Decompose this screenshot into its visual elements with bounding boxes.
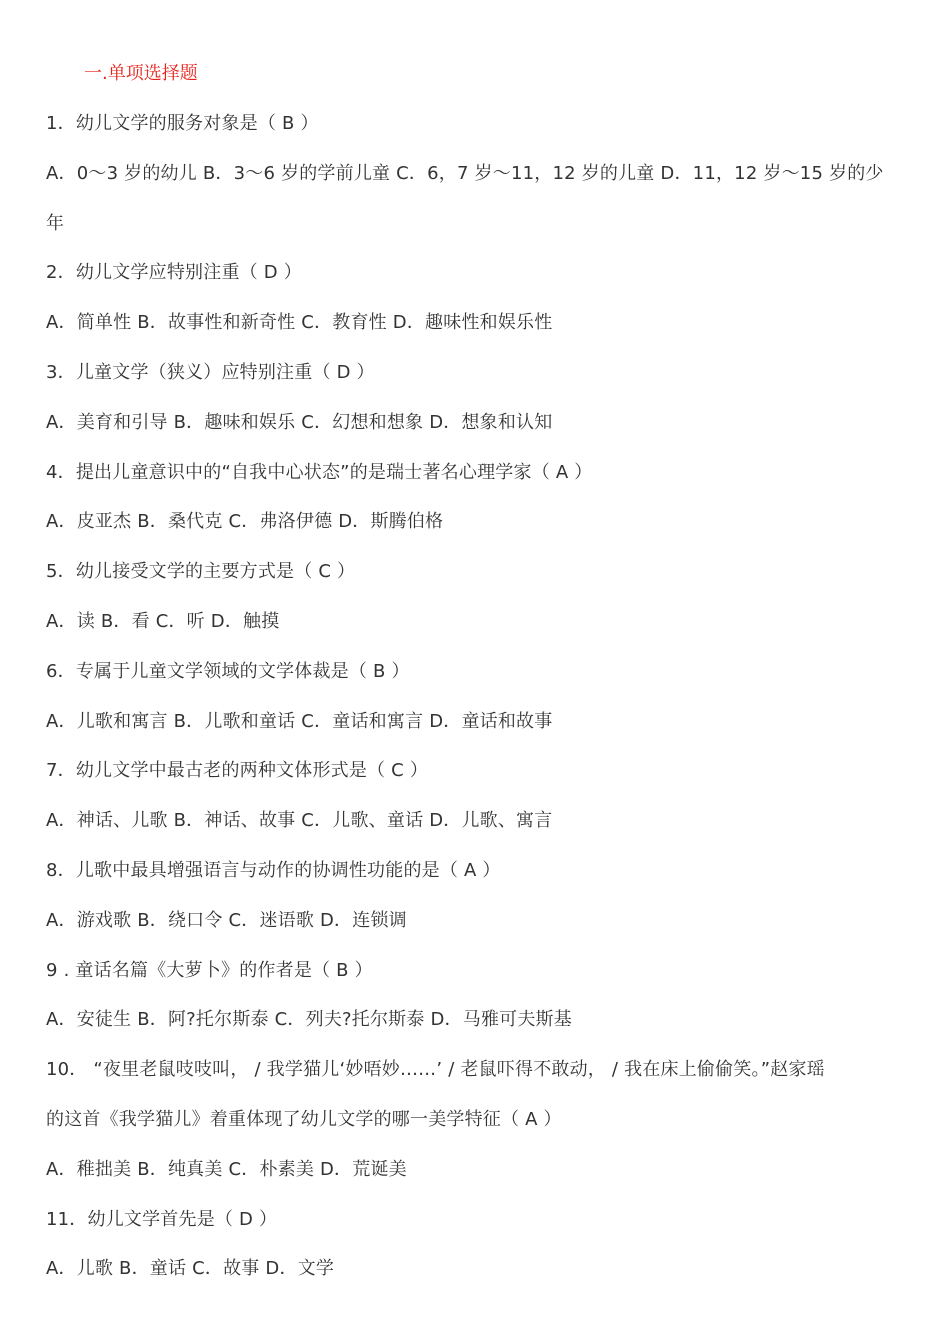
- text-line: A．读 B．看 C．听 D．触摸: [46, 610, 280, 632]
- text-line: A．美育和引导 B．趣味和娱乐 C．幻想和想象 D．想象和认知: [46, 411, 553, 433]
- text-line: A．0～3 岁的幼儿 B．3～6 岁的学前儿童 C．6，7 岁～11，12 岁的儿童 D．11，12 岁～15 岁的少: [46, 162, 884, 184]
- text-line: 5．幼儿接受文学的主要方式是（ C ）: [46, 561, 356, 583]
- text-line: 10． “夜里老鼠吱吱叫， / 我学猫儿‘妙唔妙……’ / 老鼠吓得不敢动， / 我在床上偷偷笑。”赵家瑶: [46, 1059, 825, 1081]
- text-line: 6．专属于儿童文学领域的文学体裁是（ B ）: [46, 660, 410, 682]
- text-line: 1．幼儿文学的服务对象是（ B ）: [46, 113, 319, 134]
- text-line: A．皮亚杰 B．桑代克 C．弗洛伊德 D．斯腾伯格: [46, 511, 444, 533]
- text-line: 的这首《我学猫儿》着重体现了幼儿文学的哪一美学特征（ A ）: [46, 1108, 562, 1130]
- text-line: A．游戏歌 B．绕口令 C．迷语歌 D．连锁调: [46, 909, 407, 931]
- text-line: A．儿歌和寓言 B．儿歌和童话 C．童话和寓言 D．童话和故事: [46, 710, 553, 732]
- section-title: 一.单项选择题: [84, 63, 198, 84]
- text-line: 年: [46, 212, 65, 234]
- text-line: 7．幼儿文学中最古老的两种文体形式是（ C ）: [46, 760, 429, 782]
- text-line: A．简单性 B．故事性和新奇性 C．教育性 D．趣味性和娱乐性: [46, 312, 553, 334]
- text-line: 8．儿歌中最具增强语言与动作的协调性功能的是（ A ）: [46, 859, 501, 881]
- text-line: 11．幼儿文学首先是（ D ）: [46, 1208, 278, 1230]
- question-list: [46, 111, 910, 1306]
- text-line: A．神话、儿歌 B．神话、故事 C．儿歌、童话 D．儿歌、寓言: [46, 810, 553, 832]
- text-line: A．儿歌 B．童话 C．故事 D．文学: [46, 1258, 335, 1280]
- text-line: 9 . 童话名篇《大萝卜》的作者是（ B ）: [46, 959, 373, 981]
- text-line: 2．幼儿文学应特别注重（ D ）: [46, 262, 302, 284]
- text-line: A．稚拙美 B．纯真美 C．朴素美 D．荒诞美: [46, 1158, 407, 1180]
- text-line: 3．儿童文学（狭义）应特别注重（ D ）: [46, 361, 375, 383]
- text-line: 4．提出儿童意识中的“自我中心状态”的是瑞士著名心理学家（ A ）: [46, 461, 593, 483]
- text-line: A．安徒生 B．阿?托尔斯泰 C．列夫?托尔斯泰 D．马雅可夫斯基: [46, 1009, 572, 1031]
